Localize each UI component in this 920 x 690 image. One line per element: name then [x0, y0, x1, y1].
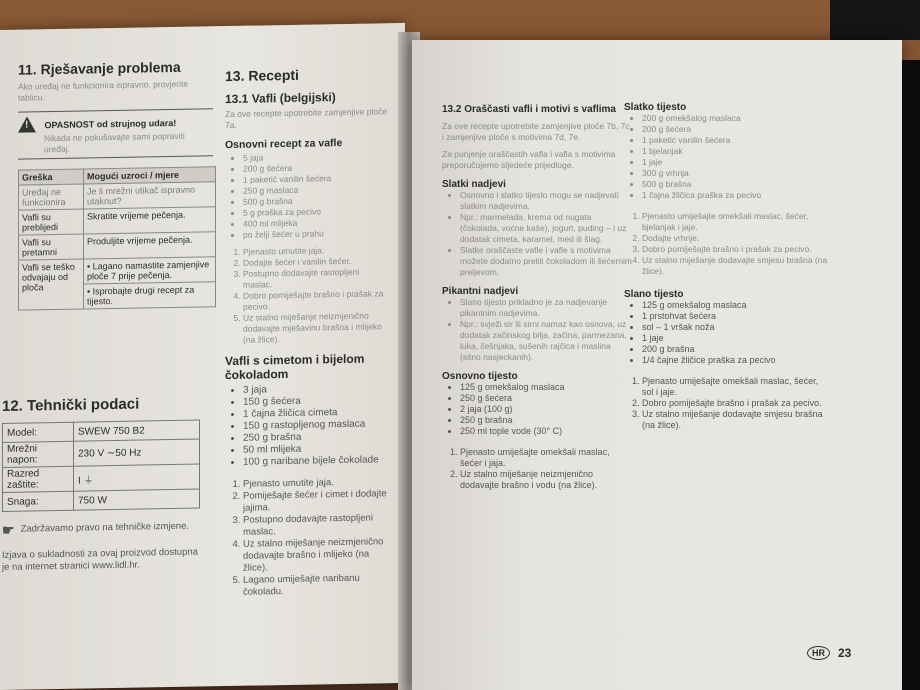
list-item: 3. Dobro pomiješajte brašno i prašak za pecivo. [642, 244, 829, 255]
list-item: • 1 bjelanjak [642, 146, 829, 157]
list-item: • 100 g naribane bijele čokolade [243, 454, 390, 469]
list-item: • 200 g šećera [642, 124, 829, 135]
salty-dough-ingredients [624, 300, 829, 366]
cinnamon-steps-list [225, 476, 390, 599]
list-item: 4. Uz stalno miješanje neizmjenično dodavajte brašno i mlijeko (na žlice). [243, 536, 390, 575]
list-item: • Npr.: marmelada, krema od nugata (čokolada, voćne kaše), jogurt, puding – i uz dodatak cimeta, karamel, med ili šlag. [460, 212, 632, 245]
basic-dough-ingredients [442, 382, 632, 437]
recipes-title: 13. Recepti [225, 66, 299, 85]
list-item: • 1 jaje [642, 157, 829, 168]
basic-dough-title: Osnovno tijesto [442, 371, 518, 382]
spec-value: 750 W [74, 489, 200, 510]
spec-label: Snaga: [3, 491, 74, 511]
troubleshooting-table [18, 166, 216, 310]
table-cell: • Lagano namastite zamjenjive ploče 7 prije pečenja. [84, 257, 216, 284]
list-item: 4. Uz stalno miješanje dodavajte smjesu brašna (na žlice). [642, 255, 829, 277]
right-page [412, 40, 902, 690]
list-item: 5. Lagano umiješajte naribanu čokoladu. [243, 572, 390, 599]
list-item: 3. Uz stalno miješanje dodavajte smjesu brašna (na žlice). [642, 409, 829, 431]
tech-note [2, 520, 207, 536]
list-item: • sol – 1 vršak noža [642, 322, 829, 333]
spec-value: SWEW 750 B2 [74, 420, 200, 441]
list-item: • Slano tijesto prikladno je za nadjevanje pikantnim nadjevima. [460, 297, 632, 319]
list-item: • 5 jaja [243, 150, 390, 164]
list-item: • 125 g omekšalog maslaca [642, 300, 829, 311]
list-item: • 200 g omekšalog maslaca [642, 113, 829, 124]
table-cell: Vafli se teško odvajaju od ploča [19, 259, 84, 310]
salty-dough-title: Slano tijesto [624, 289, 684, 300]
basic-ingredients-list [225, 150, 390, 241]
list-item: 5. Uz stalno miješanje neizmjenično dodavajte mješavinu brašna i mlijeko (na žlice). [243, 310, 390, 346]
right-column-2 [624, 102, 829, 431]
list-item: • 150 g šećera [243, 394, 390, 409]
warning-text: Nikada ne pokušavajte sami popraviti uređaj. [44, 130, 185, 155]
list-item: • 1 jaje [642, 333, 829, 344]
list-item: • 5 g praška za pecivo [243, 205, 390, 219]
table-cell-text: Isprobajte drugi recept za tijesto. [87, 284, 195, 307]
table-cell-text: Lagano namastite zamjenjive ploče 7 prije pečenja. [87, 259, 210, 282]
list-item: • 300 g vrhnja [642, 168, 829, 179]
table-cell: Je li mrežni utikač ispravno utaknut? [84, 182, 216, 209]
page-footer [807, 646, 851, 660]
table-row [19, 182, 216, 210]
tech-table [2, 420, 200, 512]
basic-recipe-title: Osnovni recept za vafle [225, 137, 343, 152]
list-item: 1. Pjenasto umutite jaja. [243, 244, 390, 258]
list-item: • Osnovno i slatko tijesto mogu se nadjevati slatkim nadjevima. [460, 190, 632, 212]
table-row [3, 489, 200, 511]
list-item: 1. Pjenasto umutite jaja. [243, 476, 390, 491]
warning-box [18, 108, 213, 159]
list-item: 3. Postupno dodavajte rastopljeni maslac. [243, 512, 390, 539]
page-number: 23 [838, 646, 852, 660]
table-row [19, 207, 216, 235]
tech-section [2, 394, 207, 574]
sweet-dough-title: Slatko tijesto [624, 102, 687, 113]
basic-steps-list [225, 244, 390, 346]
waffles-subtitle: 13.1 Vafli (belgijski) [225, 90, 336, 107]
list-item: • 250 g brašna [243, 430, 390, 445]
table-row [3, 439, 200, 467]
table-cell: Uređaj ne funkcionira [19, 184, 84, 210]
cinnamon-ingredients-list [225, 382, 390, 469]
list-item: • 500 g brašna [642, 179, 829, 190]
list-item: • 1 čajna žličica cimeta [243, 406, 390, 421]
recipes-section [225, 65, 390, 599]
table-cell: Vafli su pretamni [19, 234, 84, 260]
sweet-dough-ingredients [624, 113, 829, 201]
list-item: 1. Pjenasto umiješajte omekšali maslac, šećer, sol i jaje. [642, 376, 829, 398]
spec-value: 230 V ∼50 Hz [74, 439, 200, 466]
cinnamon-recipe-title: Vafli s cimetom i bijelom čokoladom [225, 351, 365, 383]
list-item: 2. Dodajte šećer i vanilin šećer. [243, 255, 390, 269]
tech-title: 12. Tehnički podaci [2, 395, 140, 415]
list-item: • 250 ml tople vode (30° C) [460, 426, 632, 437]
conformity-text: Izjava o sukladnosti za ovaj proizvod dostupna je na internet stranici www.lidl.hr. [2, 546, 198, 573]
list-item: • po želji šećer u prahu [243, 227, 390, 241]
table-row [19, 257, 216, 285]
note-icon: ☛ [2, 521, 15, 538]
list-item: • 1 čajna žličica praška za pecivo [642, 190, 829, 201]
list-item: 1. Pjenasto umiješajte omekšali maslac, šećer, bjelanjak i jaje. [642, 211, 829, 233]
list-item: • 150 g rastopljenog maslaca [243, 418, 390, 433]
list-item: • 200 g brašna [642, 344, 829, 355]
list-item: • 2 jaja (100 g) [460, 404, 632, 415]
waffles-intro: Za ove recepte upotrebite zamjenjive ploče 7a. [225, 106, 388, 131]
spec-value [74, 464, 200, 491]
list-item: • 500 g brašna [243, 194, 390, 208]
basic-dough-steps [442, 447, 632, 491]
troubleshooting-intro: Ako uređaj ne funkcionira ispravno, provjerite tablicu. [18, 78, 189, 103]
tech-note-text: Zadržavamo pravo na tehničke izmjene. [20, 520, 190, 535]
list-item: • 1 paketić vanilin šećera [642, 135, 829, 146]
list-item: 2. Dobro pomiješajte brašno i prašak za pecivo. [642, 398, 829, 409]
right-column-1 [442, 104, 632, 491]
sweet-dough-steps [624, 211, 829, 277]
table-header-cell: Mogući uzroci / mjere [84, 167, 216, 184]
troubleshooting-title: 11. Rješavanje problema [18, 58, 181, 78]
salty-dough-steps [624, 376, 829, 431]
nut-waffles-title: 13.2 Oraščasti vafli i motivi s vaflima [442, 104, 616, 115]
spec-label: Mrežni napon: [3, 441, 74, 467]
spec-label: Razred zaštite: [3, 466, 74, 492]
list-item: 2. Pomiješajte šećer i cimet i dodajte jajima. [243, 488, 390, 515]
list-item: 3. Postupno dodavajte rastopljeni maslac. [243, 266, 390, 291]
list-item: 4. Dobro pomiješajte brašno i prašak za pecivo. [243, 288, 390, 313]
savory-fillings-title: Pikantni nadjevi [442, 286, 519, 297]
warning-label: OPASNOST od strujnog udara! [44, 117, 177, 131]
left-page [0, 23, 405, 690]
nut-waffles-intro-2: Za punjenje oraščastih vafla i vafla s motivima preporučujemo sljedeće prijedloge. [442, 149, 616, 170]
list-item: • 400 ml mlijeka [243, 216, 390, 230]
list-item: • 50 ml mlijeka [243, 442, 390, 457]
list-item: • 3 jaja [243, 382, 390, 397]
list-item: • 125 g omekšalog maslaca [460, 382, 632, 393]
troubleshooting-section [18, 58, 213, 310]
table-cell: Vafli su preblijedi [19, 209, 84, 235]
table-cell: • Isprobajte drugi recept za tijesto. [84, 282, 216, 309]
spec-label: Model: [3, 422, 74, 442]
table-row [3, 464, 200, 492]
list-item: • 250 g brašna [460, 415, 632, 426]
list-item: 1. Pjenasto umiješajte omekšali maslac, šećer i jaja. [460, 447, 632, 469]
savory-fillings-list [442, 297, 632, 363]
ground-symbol-icon: ⏚ [83, 474, 94, 487]
list-item: • 1 prstohvat šećera [642, 311, 829, 322]
dark-object-top [830, 0, 920, 40]
warning-triangle-icon [18, 116, 36, 132]
table-cell: Produljite vrijeme pečenja. [84, 232, 216, 259]
list-item: 2. Dodajte vrhnje. [642, 233, 829, 244]
list-item: • 200 g šećera [243, 161, 390, 175]
sweet-fillings-title: Slatki nadjevi [442, 179, 506, 190]
list-item: 2. Uz stalno miješanje neizmjenično dodavajte brašno i vodu (na žlice). [460, 469, 632, 491]
list-item: • 250 g šećera [460, 393, 632, 404]
language-badge: HR [807, 646, 830, 660]
table-cell: Skratite vrijeme pečenja. [84, 207, 216, 234]
table-row [19, 232, 216, 260]
list-item: • Npr.: svježi sir ili sirni namaz kao osnova, uz dodatak začinskog bilja, začina, parmezana, luka, češnjaka, sušenih rajčica i maslina (sitno nasjeckanih). [460, 319, 632, 363]
list-item: • 1 paketić vanilin šećera [243, 172, 390, 186]
sweet-fillings-list [442, 190, 632, 278]
list-item: • Slatke oraščaste vafle i vafle s motivima možete dodatno preliti čokoladom ili šećernim prelјevom. [460, 245, 632, 278]
list-item: • 250 g maslaca [243, 183, 390, 197]
list-item: • 1/4 čajne žličice praška za pecivo [642, 355, 829, 366]
protection-class: I [78, 475, 81, 487]
nut-waffles-intro: Za ove recepte upotrebite zamjenjive ploče 7b, 7c i zamjenjive ploče s motivima 7d, 7e. [442, 121, 630, 142]
table-header-cell: Greška [19, 169, 84, 185]
